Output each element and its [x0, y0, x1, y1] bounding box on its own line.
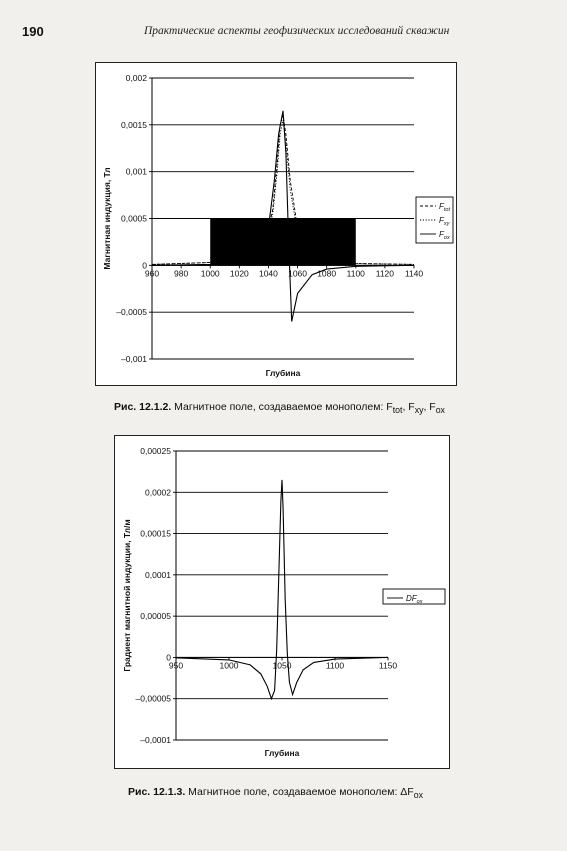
y-axis-title: Градиент магнитной индукции, Тл/м — [122, 519, 132, 672]
figure-1-caption: Рис. 12.1.2. Магнитное поле, создаваемое монополем: $F_{tot}$, $F_{xy}$, $F_{ox}$ — [114, 401, 445, 416]
chart-1-svg — [96, 63, 456, 385]
y-tick-label: 0,0015 — [121, 119, 147, 130]
caption-text: Магнитное поле, создаваемое монополем: ΔF — [188, 786, 414, 798]
y-tick-label: 0,002 — [125, 73, 147, 83]
caption-label: Рис. 12.1.3. — [128, 786, 186, 798]
y-tick-label: –0,0005 — [116, 307, 147, 318]
figure-2-chart — [114, 435, 450, 769]
legend-label: $F_{xy}$ — [439, 216, 450, 227]
caption-label: Рис. 12.1.2. — [114, 401, 172, 413]
figure-2-caption — [128, 786, 423, 800]
x-tick-label: 1100 — [346, 268, 365, 279]
filled-region — [210, 219, 356, 266]
y-tick-label: –0,0001 — [140, 735, 171, 745]
x-tick-label: 1150 — [378, 660, 398, 671]
y-tick-label: 0,0005 — [121, 213, 147, 224]
y-tick-label: 0,0001 — [145, 569, 171, 580]
y-tick-label: –0,001 — [121, 354, 147, 364]
y-tick-label: 0 — [166, 652, 171, 663]
x-tick-label: 1140 — [404, 268, 424, 279]
y-axis-title: Магнитная индукция, Тл — [102, 167, 112, 270]
x-tick-label: 1050 — [272, 660, 292, 671]
page-header — [22, 24, 542, 44]
y-tick-label: –0,00005 — [135, 693, 171, 704]
x-tick-label: 980 — [174, 268, 189, 279]
x-tick-label: 1080 — [317, 268, 337, 279]
y-tick-label: 0,0002 — [145, 487, 171, 498]
x-tick-label: 1020 — [229, 268, 249, 279]
x-tick-label: 1100 — [325, 660, 345, 671]
x-tick-label: 1040 — [258, 268, 278, 279]
y-tick-label: 0 — [142, 260, 147, 271]
x-tick-label: 1060 — [288, 268, 308, 279]
legend-label: $DF_{ox}$ — [406, 594, 423, 605]
chart-2-svg — [115, 436, 449, 768]
x-tick-label: 950 — [168, 660, 184, 671]
legend-label: $F_{tot}$ — [439, 202, 451, 213]
figure-1-chart — [95, 62, 457, 386]
x-axis-title: Глубина — [265, 368, 301, 378]
x-tick-label: 1000 — [200, 268, 220, 279]
caption-sub: ox — [413, 790, 423, 801]
y-tick-label: 0,00025 — [140, 446, 171, 456]
caption-sub: xy — [414, 405, 424, 416]
running-title: Практические аспекты геофизических исследований скважин — [144, 25, 450, 37]
legend-label: $F_{ox}$ — [439, 230, 450, 241]
y-tick-label: 0,00015 — [140, 528, 171, 539]
caption-sub: tot — [392, 405, 403, 416]
x-tick-label: 1000 — [219, 660, 239, 671]
x-tick-label: 1120 — [375, 268, 395, 279]
caption-text: Магнитное поле, создаваемое монополем: F — [174, 401, 393, 413]
x-tick-label: 960 — [144, 268, 160, 279]
page-number: 190 — [22, 24, 44, 39]
y-tick-label: 0,001 — [125, 166, 147, 177]
series-line — [152, 111, 414, 322]
x-axis-title: Глубина — [264, 748, 300, 758]
y-tick-label: 0,00005 — [140, 611, 171, 622]
caption-sub: ox — [435, 405, 445, 416]
